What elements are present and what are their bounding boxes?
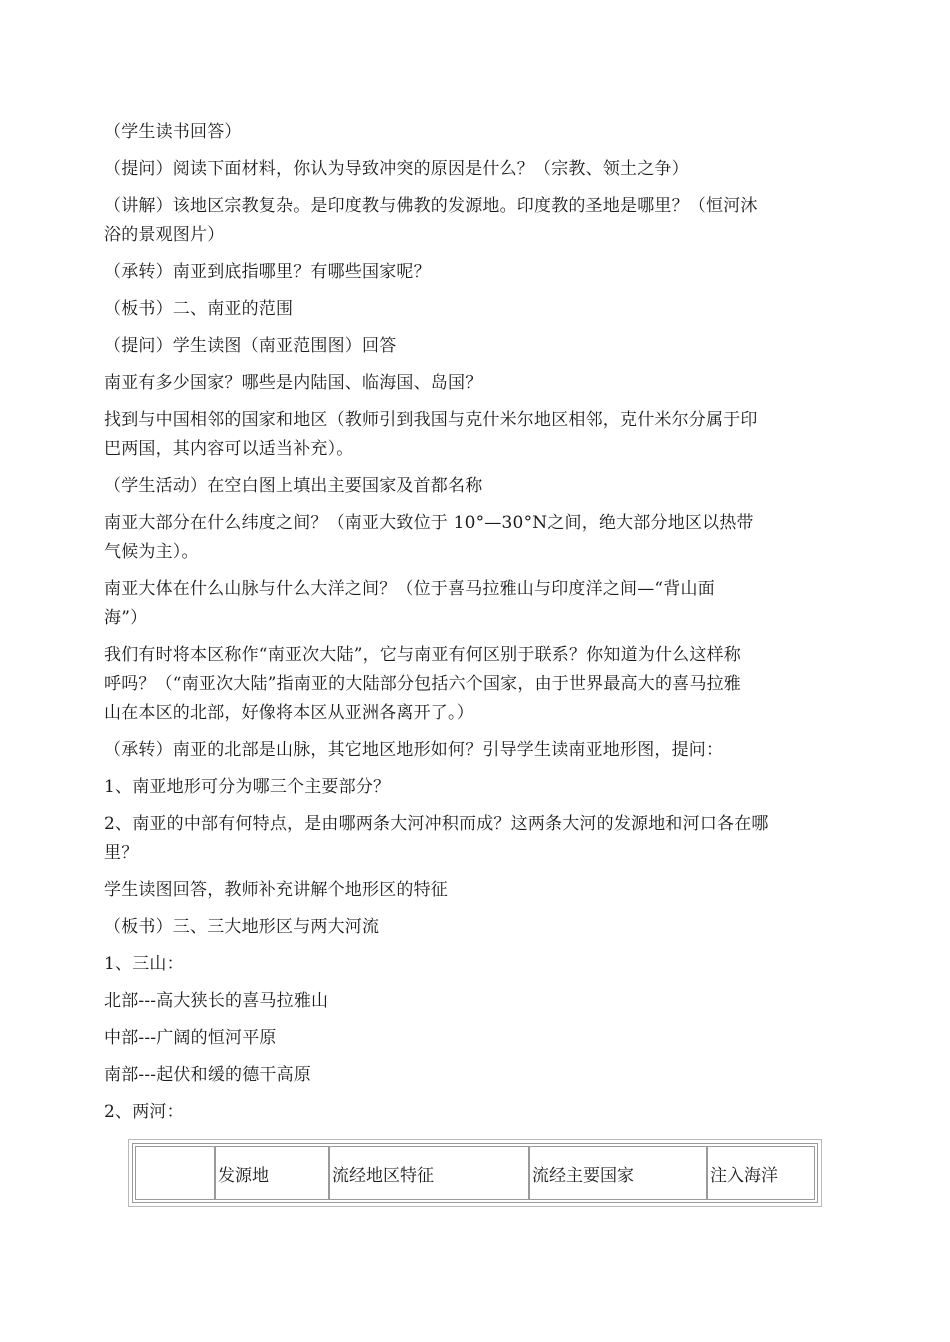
paragraph: 南亚大体在什么山脉与什么大洋之间？（位于喜马拉雅山与印度洋之间—“背山面 海”） (104, 579, 715, 628)
paragraph: 1、三山： (104, 954, 184, 974)
table-header-ocean: 注入海洋 (707, 1146, 815, 1200)
table-header-row (135, 1146, 815, 1200)
paragraph: 找到与中国相邻的国家和地区（教师引到我国与克什米尔地区相邻，克什米尔分属于印 巴两国，其内容可以适当补充）。 (104, 410, 758, 459)
paragraph: （提问）学生读图（南亚范围图）回答 (104, 336, 397, 356)
paragraph: （承转）南亚到底指哪里？有哪些国家呢？ (104, 262, 431, 282)
paragraph: （学生读书回答） (104, 122, 242, 142)
paragraph: 南亚有多少国家？哪些是内陆国、临海国、岛国？ (104, 373, 483, 393)
rivers-table-grid (135, 1146, 815, 1200)
paragraph: （板书）二、南亚的范围 (104, 299, 294, 319)
paragraph: 南部---起伏和缓的德干高原 (104, 1065, 312, 1085)
paragraph: （讲解）该地区宗教复杂。是印度教与佛教的发源地。印度教的圣地是哪里？（恒河沐 浴的景观图片） (104, 196, 758, 245)
table-cell-empty (135, 1146, 215, 1200)
rivers-table (128, 1139, 822, 1207)
document-body (104, 118, 844, 1135)
paragraph: （学生活动）在空白图上填出主要国家及首都名称 (104, 476, 483, 496)
paragraph: 中部---广阔的恒河平原 (104, 1028, 277, 1048)
paragraph: （板书）三、三大地形区与两大河流 (104, 917, 380, 937)
paragraph: 南亚大部分在什么纬度之间？（南亚大致位于 10°—30°N之间，绝大部分地区以热带 气候为主）。 (104, 513, 754, 562)
paragraph: 学生读图回答，教师补充讲解个地形区的特征 (104, 880, 448, 900)
table-header-source: 发源地 (215, 1146, 329, 1200)
paragraph: 我们有时将本区称作“南亚次大陆”，它与南亚有何区别于联系？你知道为什么这样称 呼吗？（“南亚次大陆”指南亚的大陆部分包括六个国家，由于世界最高大的喜马拉雅 山在本区的北部，好像将本区从亚洲各离开了。） (104, 645, 741, 723)
table-header-region-features: 流经地区特征 (329, 1146, 529, 1200)
paragraph: 2、两河： (104, 1102, 184, 1122)
paragraph: （提问）阅读下面材料，你认为导致冲突的原因是什么？（宗教、领土之争） (104, 159, 689, 179)
paragraph: 北部---高大狭长的喜马拉雅山 (104, 991, 329, 1011)
table-header-countries: 流经主要国家 (529, 1146, 707, 1200)
paragraph: 2、南亚的中部有何特点，是由哪两条大河冲积而成？这两条大河的发源地和河口各在哪 里？ (104, 814, 769, 863)
paragraph: 1、南亚地形可分为哪三个主要部分？ (104, 777, 391, 797)
paragraph: （承转）南亚的北部是山脉，其它地区地形如何？引导学生读南亚地形图，提问： (104, 740, 724, 760)
